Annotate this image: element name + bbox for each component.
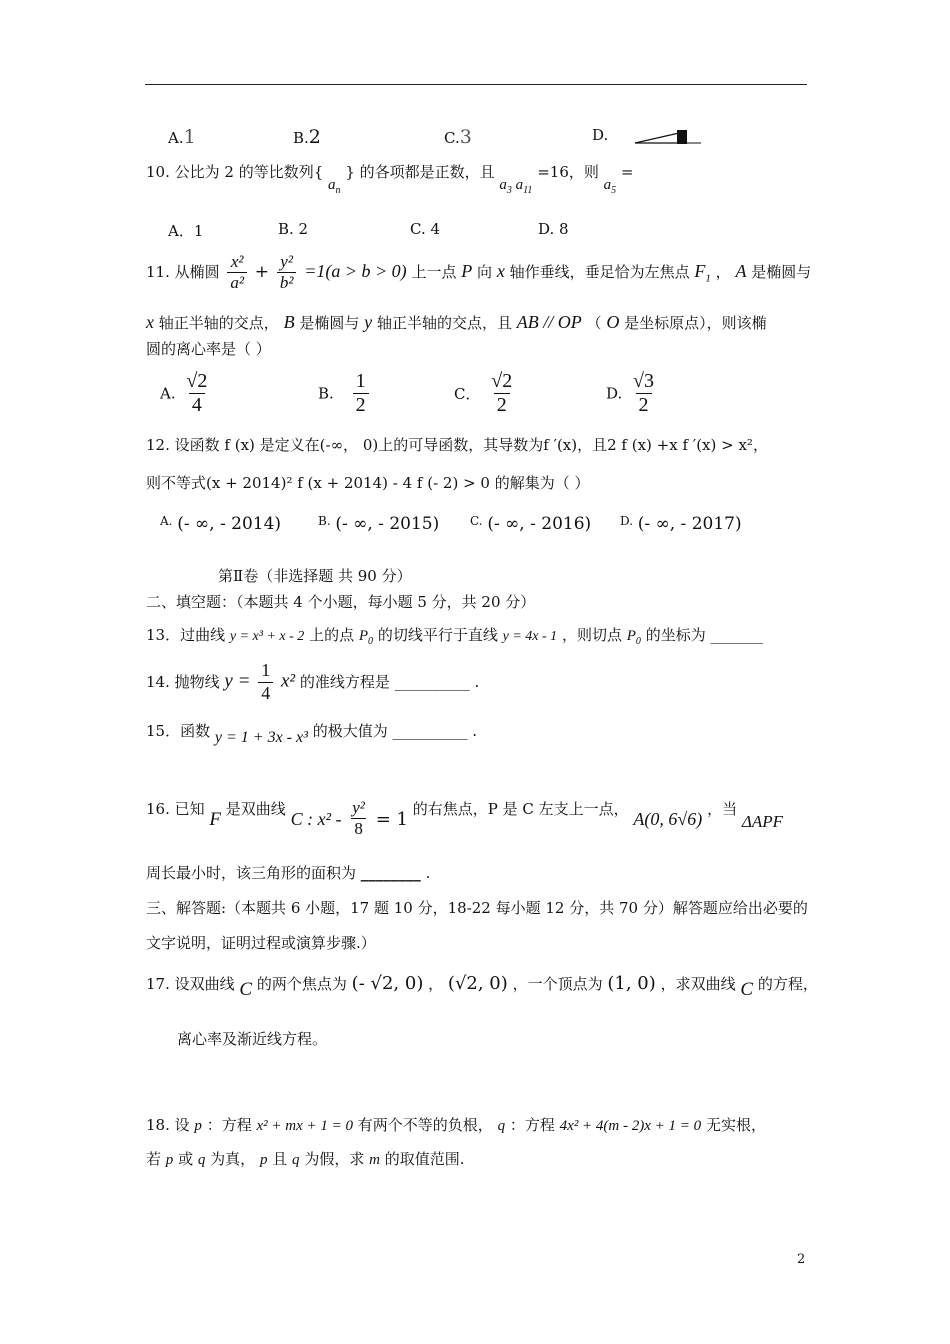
question-11-line-1: 11. 从椭圆 $\frac{\text{x²}}{\text{a²}}$ + $\frac{\text{y²}}{\text{b²}}$ =1(a > b > 0) 上一点 P 向 x 轴作垂线，垂足恰为左焦点 $F_1$ ， A 是椭圆与 xyxy=(146,252,812,293)
q11-option-a: A. $\frac{√2}{4}$ xyxy=(160,370,208,416)
question-16-line-2: 周长最小时，该三角形的面积为 ________ . xyxy=(146,864,431,882)
section-3-heading-line-2: 文字说明，证明过程或演算步骤.） xyxy=(146,934,376,952)
q11-option-c: C． $\frac{√2}{2}$ xyxy=(454,370,513,416)
question-11-line-2: x 轴正半轴的交点， B 是椭圆与 y 轴正半轴的交点，且 AB // OP （ O 是坐标原点），则该椭 xyxy=(146,312,767,332)
q11-option-b: B. $\frac{1}{2}$ xyxy=(318,370,372,417)
question-12-line-1: 12. 设函数 f (x) 是定义在(-∞， 0)上的可导函数，其导数为f ′(x)，且2 f (x) +x f ′(x) > x²， xyxy=(146,436,768,454)
q12-option-d: $^{D.}$ (- ∞, - 2017) xyxy=(620,514,742,534)
q12-option-a: $^{A.}$ (- ∞, - 2014) xyxy=(160,514,282,534)
question-13: 13．过曲线 y = x³ + x - 2 上的点 $P_0$ 的切线平行于直线 y = 4x - 1 ，则切点 $P_0$ 的坐标为 _______ xyxy=(146,626,763,647)
question-18-line-1: 18. 设 p ：方程 x² + mx + 1 = 0 有两个不等的负根， q ：方程 4x² + 4(m - 2)x + 1 = 0 无实根， xyxy=(146,1116,766,1134)
question-17-line-2: 离心率及渐近线方程。 xyxy=(177,1030,328,1048)
section-2-heading: 二、填空题：（本题共 4 个小题，每小题 5 分，共 20 分） xyxy=(146,593,536,611)
question-17-line-1: 17. 设双曲线 C 的两个焦点为 (- √2, 0) ， (√2, 0) ，一个顶点为 (1, 0) ，求双曲线 C 的方程， xyxy=(146,973,818,1000)
section-3-heading-line-1: 三、解答题:（本题共 6 小题，17 题 10 分，18-22 每小题 12 分，共 70 分）解答题应给出必要的 xyxy=(146,899,808,917)
q12-option-c: $^{C.}$ (- ∞, - 2016) xyxy=(470,514,592,534)
question-15: 15．函数 y = 1 + 3x - x³ 的极大值为 __________ . xyxy=(146,722,478,746)
question-12-line-2: 则不等式(x + 2014)² f (x + 2014) - 4 f (- 2) > 0 的解集为（ ） xyxy=(146,474,590,492)
q9-option-b: B.2 xyxy=(293,126,321,148)
part-2-title: 第Ⅱ卷（非选择题 共 90 分） xyxy=(218,567,412,585)
q9-option-d: D. xyxy=(592,126,609,144)
q12-option-b: $^{B.}$ (- ∞, - 2015) xyxy=(318,514,440,534)
question-14: 14. 抛物线 y = $\frac{1}{4}$ x² 的准线方程是 __________ . xyxy=(146,660,480,703)
q10-option-b: B. 2 xyxy=(278,220,309,238)
q10-option-d: D. 8 xyxy=(538,220,569,238)
q9-option-a: A.1 xyxy=(168,126,196,148)
q10-option-c: C. 4 xyxy=(410,220,441,238)
q11-option-d: D. $\frac{√3}{2}$ xyxy=(606,370,655,416)
page-number: 2 xyxy=(797,1252,806,1267)
question-11-line-3: 圆的离心率是（ ） xyxy=(146,340,271,358)
question-10: 10. 公比为 2 的等比数列{ $a_n$ } 的各项都是正数，且 $a_3$ $a_{11} =16$，则 $a_5$ = xyxy=(146,163,634,196)
q9-option-d-figure xyxy=(633,126,703,146)
q10-option-a: A．1 xyxy=(168,222,204,240)
question-16-line-1: 16. 已知 F 是双曲线 C : x² - $\frac{\text{y²}}{8}$ = 1 的右焦点，P 是 C 左支上一点， A(0, 6√6) ，当 ΔAPF xyxy=(146,798,784,839)
q9-option-c: C.3 xyxy=(444,126,472,148)
header-rule xyxy=(145,84,807,85)
question-18-line-2: 若 p 或 q 为真， p 且 q 为假，求 m 的取值范围. xyxy=(146,1150,465,1168)
